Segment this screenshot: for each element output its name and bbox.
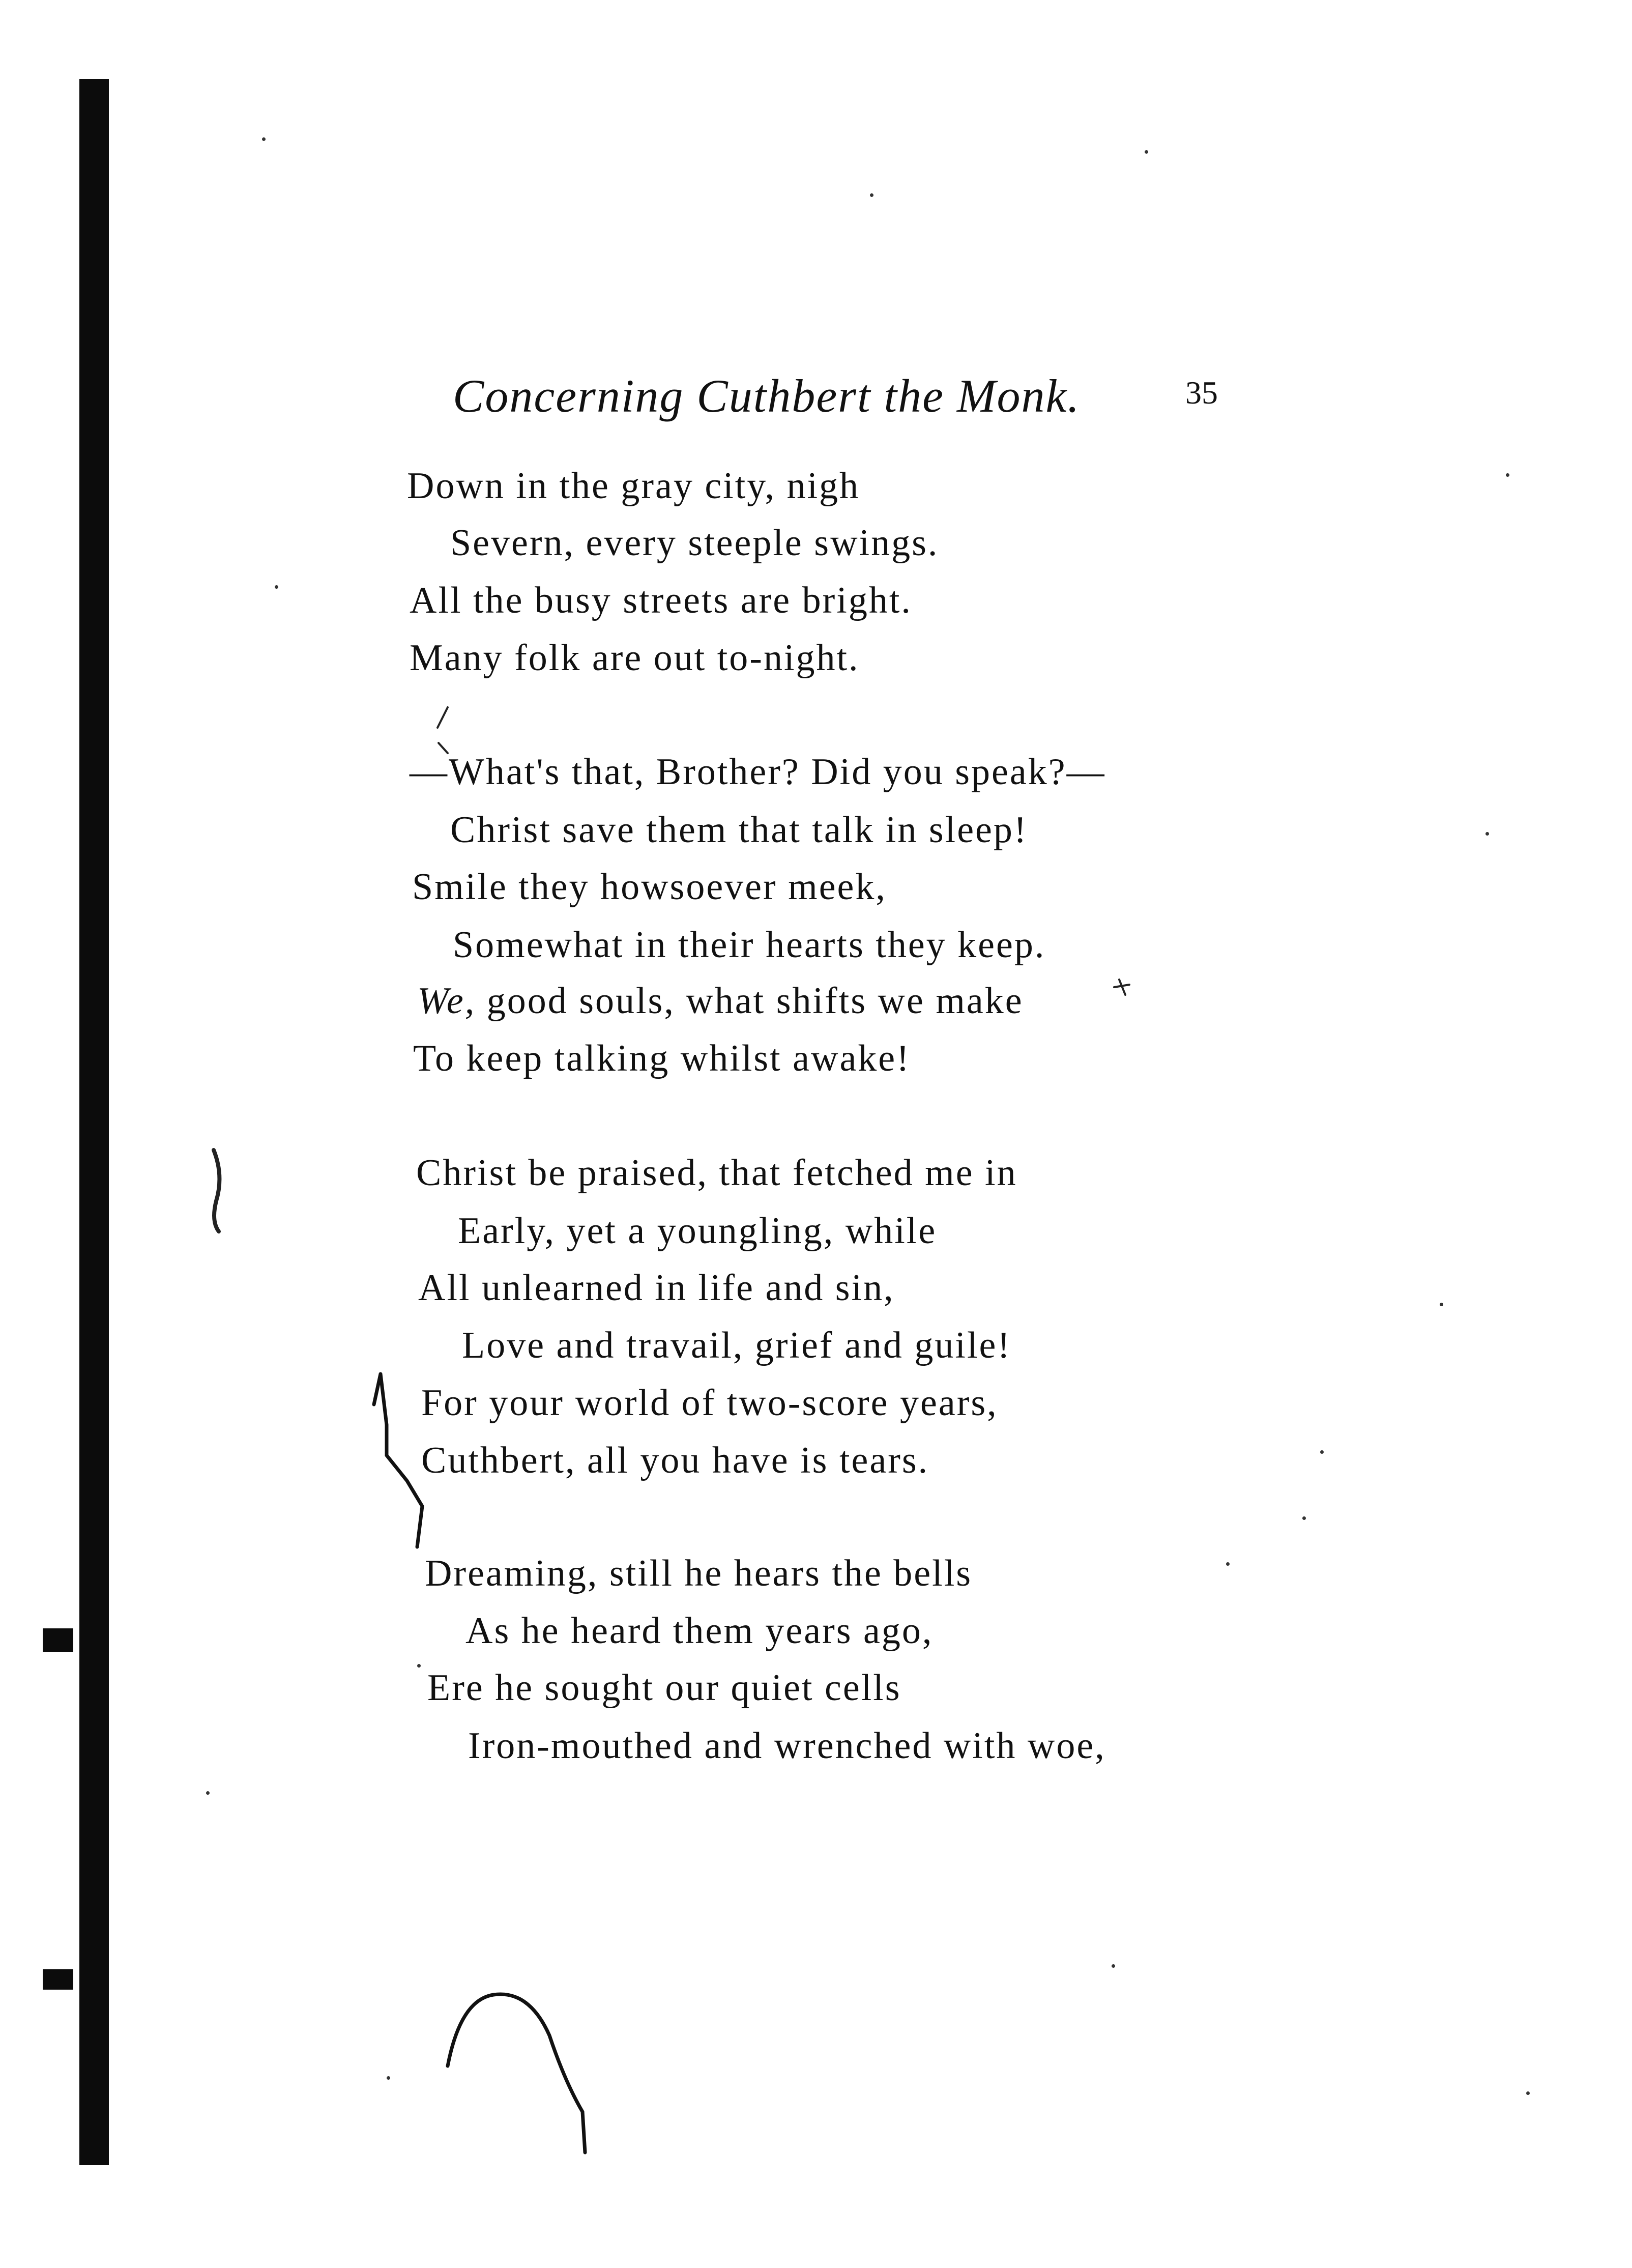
poem-line: Early, yet a youngling, while [458, 1210, 937, 1252]
speck [1485, 832, 1489, 836]
poem-line: Many folk are out to-night. [410, 637, 860, 679]
speck [1112, 1964, 1115, 1968]
speck [387, 2076, 390, 2080]
speck [1145, 150, 1148, 154]
speck [870, 193, 873, 197]
poem-line: For your world of two-score years, [421, 1382, 998, 1424]
bracket-mark [374, 1374, 422, 1547]
speck [275, 585, 278, 589]
poem-line: Severn, every steeple swings. [450, 522, 939, 564]
poem-line: All unlearned in life and sin, [418, 1267, 895, 1309]
poem-line: Somewhat in their hearts they keep. [453, 924, 1046, 966]
speck [1506, 473, 1509, 477]
tick-mark [438, 707, 448, 753]
poem-line: Christ be praised, that fetched me in [416, 1152, 1017, 1194]
poem-line: Ere he sought our quiet cells [427, 1667, 901, 1709]
speck [1226, 1562, 1230, 1566]
poem-line: —What's that, Brother? Did you speak?— [410, 751, 1106, 793]
poem-line: Down in the gray city, nigh [407, 465, 860, 507]
poem-line-rest: good souls, what shifts we make [486, 980, 1024, 1022]
poem-line: Christ save them that talk in sleep! [450, 809, 1028, 851]
poem-line: Cuthbert, all you have is tears. [421, 1440, 929, 1481]
speck [1302, 1516, 1306, 1520]
speck [1440, 1303, 1443, 1306]
poem-line: All the busy streets are bright. [410, 580, 912, 621]
poem-line: Dreaming, still he hears the bells [425, 1553, 973, 1594]
poem-line: As he heard them years ago, [465, 1610, 934, 1652]
poem-line: To keep talking whilst awake! [413, 1038, 911, 1079]
running-title: Concerning Cuthbert the Monk. [453, 370, 1081, 422]
speck [1526, 2091, 1530, 2095]
page-number: 35 [1185, 375, 1218, 411]
star-mark [1114, 980, 1129, 995]
caret-mark [448, 1994, 585, 2152]
poem-line: Iron-mouthed and wrenched with woe, [468, 1725, 1106, 1767]
poem-line: Love and travail, grief and guile! [462, 1325, 1012, 1366]
poem-line: Smile they howsoever meek, [412, 866, 887, 908]
side-flourish [214, 1150, 219, 1231]
speck [262, 137, 266, 141]
speck [417, 1664, 421, 1668]
speck [1320, 1450, 1324, 1454]
speck [206, 1791, 210, 1795]
italic-word: We, [417, 980, 476, 1022]
